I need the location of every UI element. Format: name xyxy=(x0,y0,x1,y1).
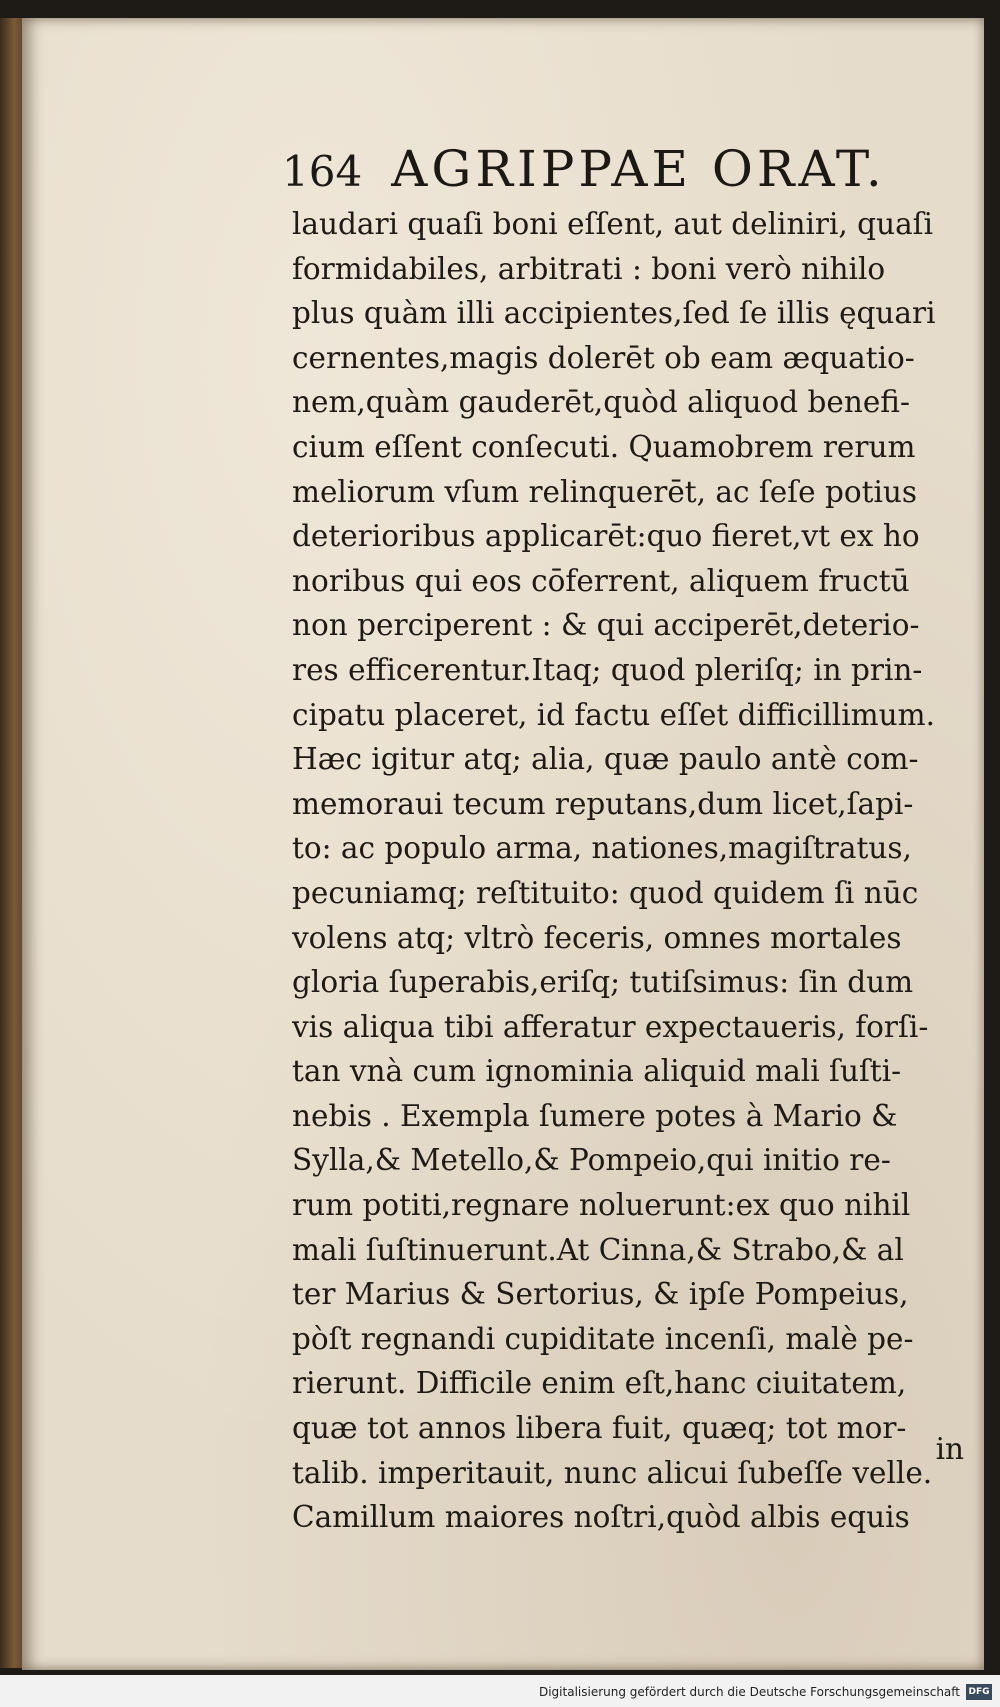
text-line: nem,quàm gauderēt,quòd aliquod benefi- xyxy=(292,385,910,420)
text-line: quæ tot annos libera fuit, quæq; tot mor- xyxy=(292,1411,907,1446)
text-line: cium eſſent conſecuti. Quamobrem rerum xyxy=(292,429,916,464)
text-line: plus quàm illi accipientes,ſed ſe illis ęquari xyxy=(292,296,936,331)
text-line: cipatu placeret, id factu eſſet difficillimum. xyxy=(292,697,935,732)
footer-bar xyxy=(0,1675,1000,1707)
text-line: ter Marius & Sertorius, & ipſe Pompeius, xyxy=(292,1277,909,1312)
text-line: gloria ſuperabis,eriſq; tutiſsimus: ſin dum xyxy=(292,965,914,1000)
text-line: deterioribus applicarēt:quo fieret,vt ex ho xyxy=(292,519,920,554)
catchword: in xyxy=(935,1432,964,1466)
text-line: rum potiti,regnare noluerunt:ex quo nihil xyxy=(292,1188,911,1223)
text-line: non perciperent : & qui acciperēt,deterio- xyxy=(292,608,920,643)
text-line: formidabiles, arbitrati : boni verò nihilo xyxy=(292,251,886,286)
funding-credit: Digitalisierung gefördert durch die Deutsche Forschungsgemeinschaft xyxy=(538,1685,960,1699)
text-line: memoraui tecum reputans,dum licet,ſapi- xyxy=(292,786,914,821)
text-line: mali ſuſtinuerunt.At Cinna,& Strabo,& al xyxy=(292,1232,904,1267)
text-line: Hæc igitur atq; alia, quæ paulo antè com- xyxy=(292,742,919,777)
text-line: pecuniamq; reſtituito: quod quidem ſi nūc xyxy=(292,875,919,910)
text-line: res efficerentur.Itaq; quod pleriſq; in prin- xyxy=(292,652,923,687)
text-line: rierunt. Difficile enim eſt,hanc ciuitatem, xyxy=(292,1366,907,1401)
text-line: Sylla,& Metello,& Pompeio,qui initio re- xyxy=(292,1143,891,1178)
text-line: meliorum vſum relinquerēt, ac ſeſe potius xyxy=(292,474,918,509)
text-line: laudari quaſi boni eſſent, aut deliniri, quaſi xyxy=(292,207,934,241)
running-title: AGRIPPAE ORAT. xyxy=(391,140,886,198)
text-line: vis aliqua tibi afferatur expectaueris, forſi- xyxy=(292,1009,929,1044)
running-head xyxy=(282,140,922,198)
text-line: volens atq; vltrò feceris, omnes mortales xyxy=(292,920,902,955)
dfg-logo-icon: DFG xyxy=(966,1684,992,1700)
text-line: cernentes,magis dolerēt ob eam æquatio- xyxy=(292,340,915,375)
text-block xyxy=(292,202,962,1540)
text-line: nebis . Exempla ſumere potes à Mario & xyxy=(292,1098,898,1133)
text-line: noribus qui eos cōferrent, aliquem fructū xyxy=(292,563,910,598)
text-line: Camillum maiores noſtri,quòd albis equis xyxy=(292,1500,910,1535)
text-line: talib. imperitauit, nunc alicui ſubeſſe velle. xyxy=(292,1455,933,1490)
text-line: tan vnà cum ignominia aliquid mali ſuſti- xyxy=(292,1054,902,1089)
page-number: 164 xyxy=(282,147,363,196)
text-line: pòſt regnandi cupiditate incenſi, malè pe- xyxy=(292,1321,914,1356)
text-line: to: ac populo arma, nationes,magiſtratus, xyxy=(292,831,912,866)
